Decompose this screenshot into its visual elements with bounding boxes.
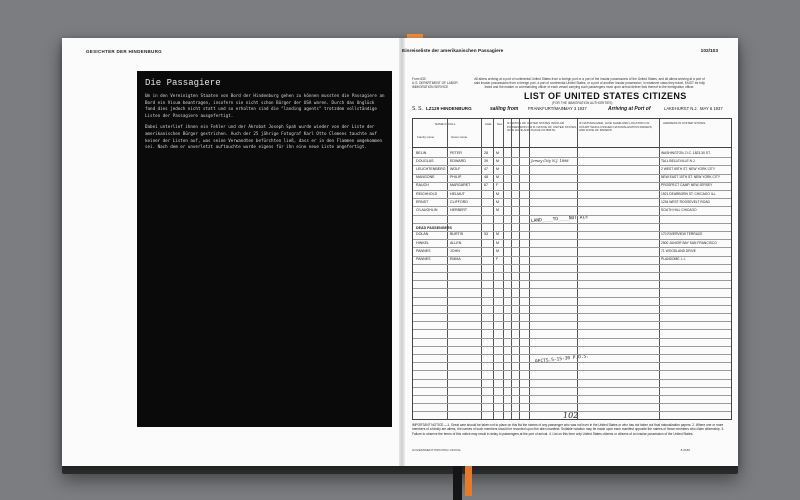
row-line bbox=[413, 387, 731, 388]
age-cell: 28 bbox=[484, 150, 488, 155]
row-line bbox=[413, 297, 731, 298]
sex-cell: M bbox=[496, 232, 499, 237]
sex-cell: M bbox=[496, 150, 499, 155]
sex-cell: M bbox=[496, 199, 499, 204]
col-line bbox=[481, 119, 482, 419]
col-line bbox=[493, 119, 494, 419]
sex-cell: M bbox=[496, 175, 499, 180]
sex-cell: M bbox=[496, 248, 499, 253]
arriving-label: Arriving at Port of bbox=[608, 106, 651, 112]
address-cell: 1521 DEARBORN ST. CHICAGO ILL. bbox=[661, 191, 717, 196]
bookmark-ribbon-orange bbox=[465, 466, 472, 496]
col-header-name: NAME IN FULL bbox=[435, 122, 456, 126]
given-name-cell: MARGARET bbox=[450, 183, 471, 188]
age-cell: 48 bbox=[484, 175, 488, 180]
given-name-cell: EMMA bbox=[450, 256, 461, 261]
row-line bbox=[413, 346, 731, 347]
arrival-date: MAY 6 1937 bbox=[700, 106, 723, 111]
address-cell: PLANDOME, L.I. bbox=[661, 256, 686, 261]
row-line bbox=[413, 395, 731, 396]
family-name-cell: DOLAN bbox=[416, 232, 429, 237]
family-name-cell: ERNST bbox=[416, 199, 429, 204]
row-line bbox=[413, 272, 731, 273]
col-line bbox=[503, 119, 504, 419]
given-name-cell: HELMUT bbox=[450, 191, 465, 196]
panel-body bbox=[145, 93, 385, 156]
age-cell: 67 bbox=[484, 183, 488, 188]
family-name-cell: O'LAUGHLIN bbox=[416, 207, 438, 212]
row-line bbox=[413, 288, 731, 289]
open-book bbox=[62, 38, 738, 466]
row-line bbox=[413, 411, 731, 412]
sailing-label: sailing from bbox=[490, 106, 519, 112]
row-line bbox=[413, 215, 731, 216]
given-name-cell: JOHN bbox=[450, 248, 460, 253]
row-line bbox=[413, 329, 731, 330]
arrival-port: LAKEHURST N.J. bbox=[664, 106, 698, 111]
form-instructions: All aliens arriving at a port of continental United States from a foreign port or a port of the insular possessions of the United States, and all aliens arriving at a port of said insular possessions from a foreign port, a port of continental United States, or a port of another insular possession, in whatever class they travel, MUST be fully listed and the master or commanding officer of each vessel carrying such passengers must upon arrival deliver lists thereof to the immigration officer. bbox=[474, 77, 705, 89]
row-line bbox=[413, 280, 731, 281]
row-line bbox=[413, 223, 731, 224]
running-header-left: GESICHTER DER HINDENBURG bbox=[86, 49, 162, 54]
given-name-cell: WOLF bbox=[450, 166, 461, 171]
address-cell: PROSPECT CAMP, NEW JERSEY bbox=[661, 183, 713, 188]
given-name-cell: PHILIP bbox=[450, 175, 462, 180]
ship-name: LZ129 HINDENBURG bbox=[426, 106, 472, 111]
given-name-cell: PETER bbox=[450, 150, 462, 155]
manifest-title: LIST OF UNITED STATES CITIZENS bbox=[524, 91, 687, 101]
sex-cell: M bbox=[496, 166, 499, 171]
recheck-stamp: RECTS.5-15-30 P.O.S. bbox=[534, 354, 590, 365]
family-name-cell: BELIN bbox=[416, 150, 427, 155]
address-cell: 71 WOODLAND DRIVE bbox=[661, 248, 696, 253]
col-header-family: Family name bbox=[417, 135, 435, 139]
col-line bbox=[529, 119, 530, 419]
family-name-cell: MANGONE bbox=[416, 175, 435, 180]
table-header bbox=[413, 119, 731, 148]
address-cell: NEW EAST 10TH ST. NEW YORK CITY bbox=[661, 175, 721, 180]
running-header-center: Einreiseliste der amerikanischen Passagiere bbox=[402, 49, 504, 54]
passengers-text-panel bbox=[137, 71, 392, 427]
printer-mark: GOVERNMENT PRINTING OFFICE bbox=[412, 448, 461, 452]
given-name-cell: CLIFFORD bbox=[450, 199, 468, 204]
family-name-cell: LEUCHTENBERG bbox=[416, 166, 446, 171]
sex-cell: M bbox=[496, 240, 499, 245]
form-department-heading: Form 630 U.S. DEPARTMENT OF LABOR IMMIGRATION SERVICE bbox=[412, 77, 458, 89]
age-cell: 47 bbox=[484, 166, 488, 171]
row-line bbox=[413, 370, 731, 371]
passenger-manifest-document bbox=[412, 78, 730, 458]
sex-cell: M bbox=[496, 158, 499, 163]
ship-prefix: S. S. bbox=[412, 106, 423, 112]
family-name-cell: PANNES bbox=[416, 256, 431, 261]
panel-paragraph-2: Dabei unterlief ihnen ein Fehler und der Akrobat Joseph Spah wurde wieder von der Liste der amerikanischen Bürger gestrichen. Auch der 25 jährige Fotograf Karl Otto Clemens tauchte auf keiner der Listen auf, was seine Verwandten befürchten ließ, dass er in den Flammen umgekommen sei. Nach dem er unverletzt auftauchte wurde eigens für ihn eine neue Liste angefertigt. bbox=[145, 124, 382, 150]
address-cell: 1234 WEST ROOSEVELT ROAD bbox=[661, 199, 710, 204]
panel-title: Die Passagiere bbox=[145, 78, 221, 88]
col-header-given: Given name bbox=[451, 135, 468, 139]
form-number: 8-0186 bbox=[680, 448, 690, 452]
manifest-table bbox=[412, 118, 732, 420]
col-line bbox=[447, 119, 448, 419]
sex-cell: M bbox=[496, 191, 499, 196]
age-cell: 39 bbox=[484, 158, 488, 163]
col-line bbox=[659, 119, 660, 419]
birth-cell: Jersey City N.J. 1898 bbox=[531, 158, 569, 163]
book-gutter bbox=[399, 38, 405, 466]
row-line bbox=[413, 403, 731, 404]
family-name-cell: HINKEL bbox=[416, 240, 429, 245]
age-cell: 53 bbox=[484, 232, 488, 237]
manifest-subtitle: (FOR THE IMMIGRATION AUTHORITIES) bbox=[552, 101, 613, 105]
col-line bbox=[519, 119, 520, 419]
family-name-cell: REICHHOLD bbox=[416, 191, 438, 196]
dead-passengers-label: DEAD PASSENGERS bbox=[416, 226, 452, 230]
address-cell: SOUTH HILL CHICAGO bbox=[661, 207, 697, 212]
address-cell: 170 RIVERVIEW TERRACE bbox=[661, 232, 703, 237]
col-line bbox=[511, 119, 512, 419]
family-name-cell: PANNES bbox=[416, 248, 431, 253]
row-line bbox=[413, 338, 731, 339]
address-cell: TALL BELLEVILLE N.J. bbox=[661, 158, 696, 163]
given-name-cell: BURTIS bbox=[450, 232, 464, 237]
row-line bbox=[413, 362, 731, 363]
address-cell: WASHINGTON, D.C. 1823-30 ST. bbox=[661, 150, 711, 155]
given-name-cell: ALLEN bbox=[450, 240, 462, 245]
sex-cell: M bbox=[496, 207, 499, 212]
panel-paragraph-1: Um in den Vereinigten Staaten von Bord der Hindenburg gehen zu können mussten die Passagiere an Bord ein Visum beantragen, insofern sie nicht schon Bürger der USA waren. Durch das Unglück fand dies jedoch nicht statt und so erhalten sind die "landing agents" trotzdem vollständige Listen der Passagiere ausgefertigt. bbox=[145, 93, 385, 118]
address-cell: 2500 JUNIOR BAY SAN FRANCISCO bbox=[661, 240, 717, 245]
col-header-sex: Sex bbox=[497, 122, 503, 126]
family-name-cell: DOUGLAS bbox=[416, 158, 434, 163]
family-name-cell: RAUCH bbox=[416, 183, 429, 188]
bookmark-ribbon-black bbox=[453, 466, 462, 500]
sex-cell: F bbox=[496, 183, 499, 188]
row-line bbox=[413, 305, 731, 306]
col-header-address: ADDRESS IN UNITED STATES bbox=[663, 121, 706, 125]
row-line bbox=[413, 313, 731, 314]
sailing-date: MAY 3 1937 bbox=[564, 106, 587, 111]
page-numbers: 102/103 bbox=[700, 49, 718, 54]
page-mark: 102 bbox=[563, 411, 579, 420]
ship-line bbox=[412, 105, 730, 115]
col-header-birth: IF NATIVE OF UNITED STATES INSULAR POSSESSION OR IF NATIVE OF UNITED STATES, GIVE DATE AND PLACE OF BIRTH bbox=[507, 121, 577, 133]
sex-cell: F bbox=[496, 256, 499, 261]
col-header-court: IF NATURALIZED, GIVE NAME AND LOCATION OF COURT WHICH ISSUED NATURALIZATION PAPERS, AND DATE OF PAPERS bbox=[579, 121, 653, 133]
col-header-age: AGE bbox=[485, 122, 492, 126]
important-notice: IMPORTANT NOTICE.—1. Great care should be taken not to place on this list the names of any passenger who was not born in the United States or who has not taken out final naturalization papers. 2. Where one or more members of a family are aliens, the names of such members should be recorded upon the alien manifest. Suitable notation may be made upon each manifest opposite the names of those members who claim citizenship. 3. Failure to observe the terms of this notice may result in delay to passengers at the port of arrival. 4. List on this form only United States citizens or citizens of an insular possession of the United States. bbox=[412, 423, 725, 436]
address-cell: 2 WEST 69TH ST. NEW YORK CITY bbox=[661, 166, 716, 171]
row-line bbox=[413, 321, 731, 322]
given-name-cell: EDWARD bbox=[450, 158, 466, 163]
col-line bbox=[577, 119, 578, 419]
sailing-from: FRANKFURT/MAIN bbox=[528, 106, 565, 111]
row-line bbox=[413, 264, 731, 265]
row-line bbox=[413, 354, 731, 355]
row-line bbox=[413, 379, 731, 380]
given-name-cell: HERBERT bbox=[450, 207, 468, 212]
landing-stamp: LAND____TO____NOT AIS bbox=[530, 215, 589, 224]
